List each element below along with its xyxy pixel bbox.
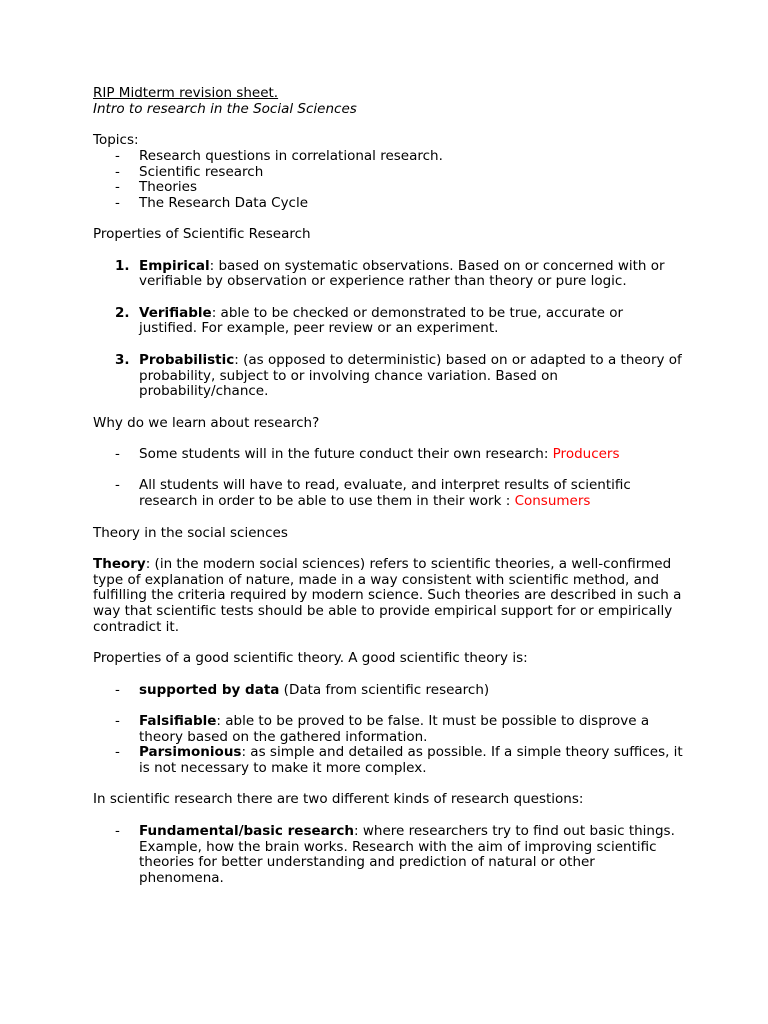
doc-title: RIP Midterm revision sheet. [93,85,279,101]
properties-heading: Properties of Scientific Research [93,226,311,243]
topics-heading: Topics: [93,132,139,149]
list-item: - Scientific research [115,163,264,180]
list-item: - Theories [115,179,198,196]
list-item: - Research questions in correlational research. [115,147,443,164]
theory-definition: Theory: (in the modern social sciences) refers to scientific theories, a well-confirmed type of explanation of nature, made in a way consistent with scientific method, and fulfilling the criteria required by modern science. Such theories are described in such a way that scientific tests should be able to provide empirical support for or empirically contradict it. [93,555,682,635]
why-list [93,447,683,510]
list-item: - Some students will in the future conduct their own research: Producers [115,446,620,463]
theory-heading: Theory in the social sciences [93,524,288,541]
doc-subtitle: Intro to research in the Social Sciences [93,100,357,117]
document-page [93,86,683,887]
questions-heading: In scientific research there are two different kinds of research questions: [93,791,584,808]
list-item: - The Research Data Cycle [115,194,309,211]
properties-list [93,259,683,400]
list-item: 1. Empirical: based on systematic observations. Based on or concerned with or verifiable by observation or experience rather than theory or pure logic. [115,257,665,290]
list-item: - Parsimonious: as simple and detailed as possible. If a simple theory suffices, it is not necessary to make it more complex. [115,744,683,777]
list-item: - All students will have to read, evaluate, and interpret results of scientific research in order to be able to use them in their work : Consumers [115,477,631,510]
list-item: - Falsifiable: able to be proved to be false. It must be possible to disprove a theory based on the gathered information. [115,712,650,745]
why-heading: Why do we learn about research? [93,414,320,431]
list-item: - Fundamental/basic research: where researchers try to find out basic things. Example, how the brain works. Research with the aim of improving scientific theories for better understanding and prediction of natural or other phenomena. [115,822,675,886]
questions-list [93,824,683,887]
list-item: - supported by data (Data from scientific research) [115,681,490,698]
good-theory-list [93,683,683,777]
good-theory-heading: Properties of a good scientific theory. A good scientific theory is: [93,650,528,667]
list-item: 2. Verifiable: able to be checked or demonstrated to be true, accurate or justified. For example, peer review or an experiment. [115,304,624,337]
topics-list [93,149,683,212]
list-item: 3. Probabilistic: (as opposed to deterministic) based on or adapted to a theory of probability, subject to or involving chance variation. Based on probability/chance. [115,351,682,400]
